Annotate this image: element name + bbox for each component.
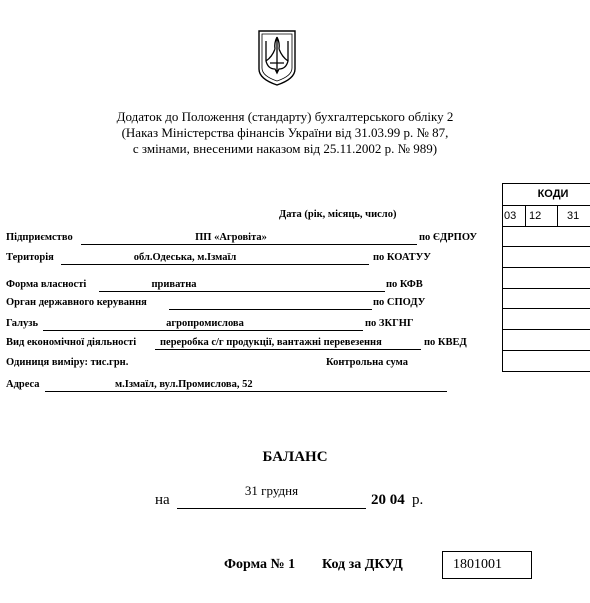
- territory-label: Територія: [6, 252, 54, 263]
- activity-code-label: по КВЕД: [424, 337, 467, 348]
- codes-kved-cell: [503, 330, 590, 351]
- authority-label: Орган державного керування: [6, 297, 147, 308]
- coat-of-arms-emblem: [256, 29, 298, 87]
- industry-value: агропромислова: [166, 318, 244, 329]
- industry-code-label: по ЗКГНГ: [365, 318, 414, 329]
- codes-date-row: [503, 206, 590, 227]
- balance-title: БАЛАНС: [262, 449, 328, 465]
- territory-code-label: по КОАТУУ: [373, 252, 431, 263]
- authority-code-label: по СПОДУ: [373, 297, 426, 308]
- dkud-code-box: [442, 551, 532, 579]
- ownership-label: Форма власності: [6, 279, 87, 290]
- ownership-underline: [99, 291, 385, 292]
- address-value: м.Ізмаїл, вул.Промислова, 52: [115, 379, 253, 390]
- territory-underline: [61, 264, 369, 265]
- codes-date-year: 31: [567, 210, 580, 222]
- codes-koatuu-cell: [503, 247, 590, 268]
- codes-date-day: 03: [504, 210, 517, 222]
- balance-date-underline: [177, 508, 366, 509]
- codes-spodu-cell: [503, 289, 590, 310]
- header-line-3: с змінами, внесеними наказом від 25.11.2002 р. № 989): [132, 141, 438, 156]
- ownership-code-label: по КФВ: [386, 279, 423, 290]
- checksum-label: Контрольна сума: [326, 357, 408, 368]
- address-label: Адреса: [6, 379, 40, 390]
- codes-zkgng-cell: [503, 309, 590, 330]
- balance-year: 20 04: [371, 492, 405, 508]
- enterprise-label: Підприємство: [6, 232, 73, 243]
- codes-checksum-cell: [503, 351, 590, 372]
- header-line-1: Додаток до Положення (стандарту) бухгалтерського обліку 2: [116, 109, 454, 124]
- enterprise-underline: [81, 244, 417, 245]
- authority-underline: [169, 309, 372, 310]
- activity-underline: [155, 349, 421, 350]
- codes-date-month: 12: [529, 210, 542, 222]
- header-line-2: (Наказ Міністерства фінансів України від 31.03.99 р. № 87,: [121, 125, 449, 140]
- form-number-label: Форма № 1: [224, 557, 296, 572]
- industry-underline: [43, 330, 363, 331]
- balance-on-label: на: [155, 492, 170, 508]
- codes-title: КОДИ: [503, 184, 590, 206]
- balance-year-suffix: р.: [412, 492, 424, 508]
- dkud-code-label: Код за ДКУД: [322, 557, 403, 572]
- enterprise-code-label: по ЄДРПОУ: [419, 232, 478, 243]
- codes-kfv-cell: [503, 268, 590, 289]
- address-underline: [45, 391, 447, 392]
- balance-date-value: 31 грудня: [244, 483, 299, 498]
- codes-edrpou-cell: [503, 227, 590, 248]
- date-label: Дата (рік, місяць, число): [279, 209, 397, 220]
- unit-label: Одиниця виміру: тис.грн.: [6, 357, 129, 368]
- activity-value: переробка с/г продукції, вантажні перевезення: [160, 337, 382, 348]
- industry-label: Галузь: [6, 318, 39, 329]
- ownership-value: приватна: [151, 279, 197, 290]
- codes-table: [502, 183, 590, 372]
- activity-label: Вид економічної діяльності: [6, 337, 137, 348]
- dkud-code-value: 1801001: [453, 557, 502, 572]
- territory-value: обл.Одеська, м.Ізмаїл: [133, 252, 237, 263]
- enterprise-value: ПП «Агровіта»: [195, 232, 267, 243]
